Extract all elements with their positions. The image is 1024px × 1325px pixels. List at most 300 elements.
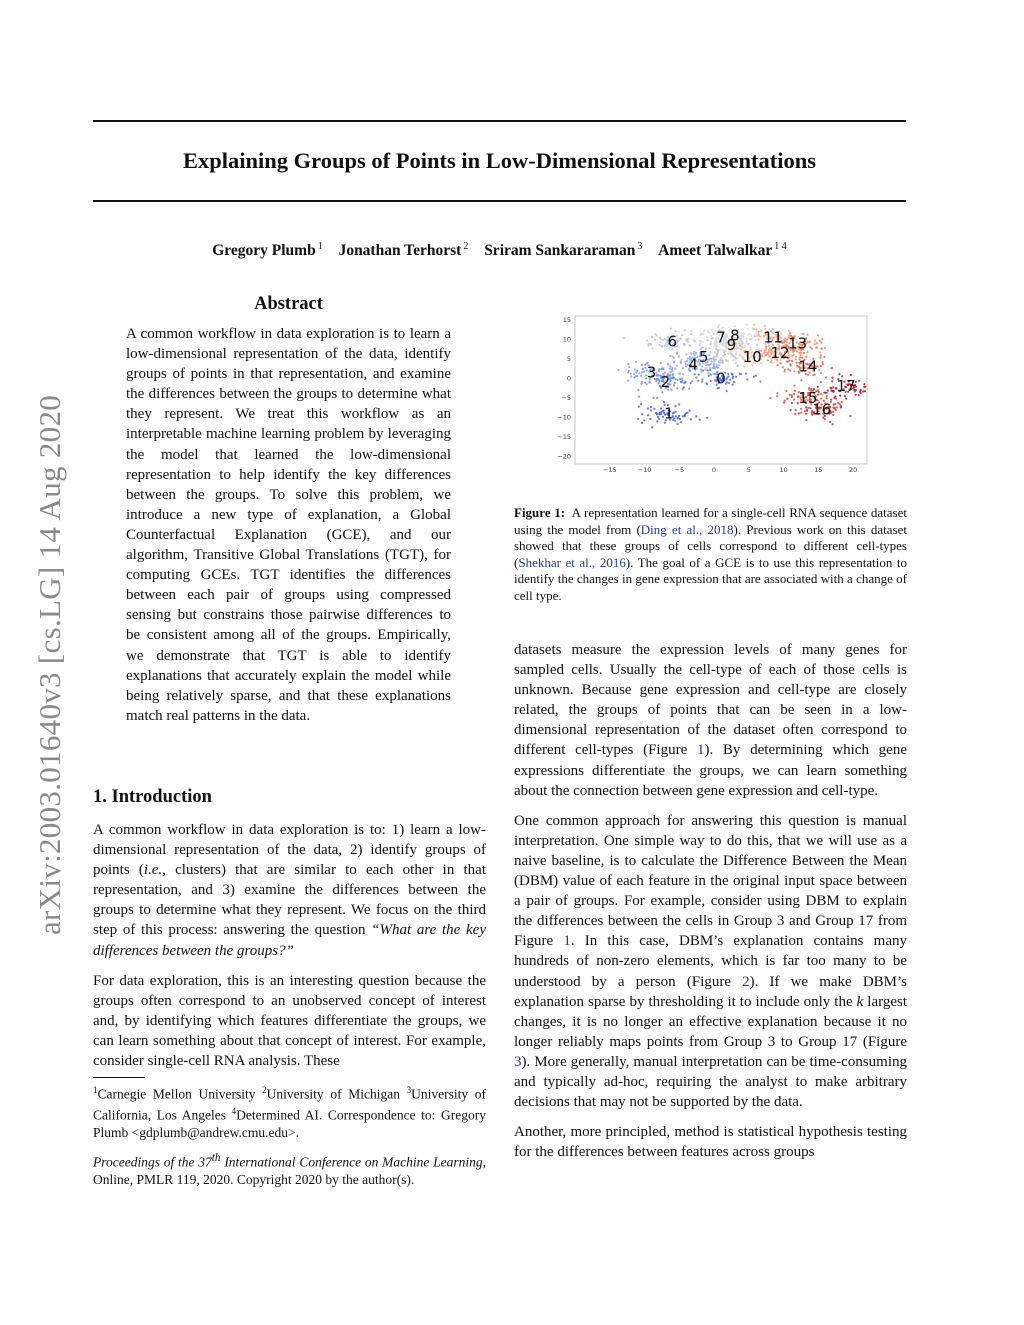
scatter-point — [789, 394, 791, 396]
cluster-label: 14 — [798, 357, 818, 376]
y-tick-label: 5 — [566, 355, 571, 364]
scatter-point — [726, 381, 728, 383]
scatter-point — [789, 369, 791, 371]
author: Ameet Talwalkar $^{1 4}$ — [658, 241, 787, 259]
scatter-point — [617, 369, 619, 371]
scatter-point — [641, 422, 643, 424]
scatter-point — [800, 412, 802, 414]
scatter-point — [755, 339, 757, 341]
scatter-point — [863, 383, 865, 385]
scatter-point — [714, 356, 716, 358]
scatter-point — [653, 408, 655, 410]
scatter-point — [758, 338, 760, 340]
scatter-point — [678, 415, 680, 417]
scatter-point — [681, 378, 683, 380]
scatter-point — [680, 359, 682, 361]
scatter-point — [772, 362, 774, 364]
scatter-point — [699, 344, 701, 346]
scatter-point — [646, 339, 648, 341]
scatter-point — [684, 329, 686, 331]
scatter-point — [623, 337, 625, 339]
scatter-point — [674, 420, 676, 422]
scatter-point — [793, 393, 795, 395]
scatter-point — [727, 373, 729, 375]
scatter-point — [718, 364, 720, 366]
scatter-point — [807, 407, 809, 409]
y-axis-ticks — [557, 316, 571, 460]
cluster-label: 4 — [688, 355, 698, 374]
x-tick-label: 5 — [746, 466, 751, 474]
scatter-point — [641, 364, 643, 366]
scatter-point — [658, 413, 660, 415]
scatter-point — [824, 347, 826, 349]
scatter-point — [831, 377, 833, 379]
scatter-point — [746, 328, 748, 330]
cluster-label: 17 — [836, 377, 856, 396]
scatter-point — [760, 330, 762, 332]
scatter-point — [823, 392, 825, 394]
x-tick-label: −15 — [602, 466, 617, 474]
cluster-label: 12 — [770, 344, 790, 362]
scatter-point — [636, 370, 638, 372]
scatter-point — [764, 325, 766, 327]
scatter-point — [695, 415, 697, 417]
scatter-point — [709, 367, 711, 369]
scatter-point — [671, 370, 673, 372]
cluster-label: 3 — [646, 363, 657, 382]
scatter-point — [831, 380, 833, 382]
scatter-point — [820, 354, 822, 356]
scatter-point — [832, 414, 834, 416]
scatter-point — [651, 426, 653, 428]
intro-paragraph: A common workflow in data exploration is to: 1) learn a low-dimensional representation of the data, 2) identify groups of points (i.e., clusters) that are similar to each other in that representation, and 3) examine the differences between the groups to determine what they represent. We focus on the third step of this process: answering the question “What are the key differences between the groups?” — [93, 822, 486, 959]
scatter-point — [795, 356, 797, 358]
scatter-point — [780, 362, 782, 364]
arxiv-stamp: arXiv:2003.01640v3 [cs.LG] 14 Aug 2020 — [32, 394, 67, 935]
y-tick-label: −5 — [561, 394, 571, 403]
scatter-point — [735, 376, 737, 378]
scatter-point — [643, 419, 645, 421]
scatter-point — [675, 378, 677, 380]
scatter-point — [660, 345, 662, 347]
scatter-point — [800, 408, 802, 410]
scatter-point — [691, 380, 693, 382]
x-tick-label: 15 — [814, 466, 823, 474]
scatter-point — [826, 397, 828, 399]
scatter-point — [707, 329, 709, 331]
scatter-point — [706, 336, 708, 338]
scatter-point — [676, 352, 678, 354]
scatter-point — [722, 362, 724, 364]
proceedings-note: Proceedings of the 37th International Conference on Machine Learning, Online, PMLR 119, 2020. Copyright 2020 by the author(s). — [93, 1152, 486, 1187]
scatter-point — [701, 341, 703, 343]
scatter-point — [732, 384, 734, 386]
figure-1-caption: Figure 1: A representation learned for a single-cell RNA sequence dataset using the model from (Ding et al., 2018). Previous work on this dataset showed that these groups of cells correspond to different cell-types (Shekhar et al., 2016). The goal of a GCE is to use this representation to identify the changes in gene expression that are associated with a change of cell type. — [514, 505, 907, 603]
cluster-label: 7 — [716, 328, 726, 347]
scatter-point — [695, 352, 697, 354]
scatter-point — [749, 333, 751, 335]
scatter-point — [682, 373, 684, 375]
scatter-point — [627, 380, 629, 382]
scatter-point — [749, 338, 751, 340]
scatter-point — [814, 343, 816, 345]
scatter-point — [820, 381, 822, 383]
scatter-point — [709, 369, 711, 371]
scatter-point — [839, 403, 841, 405]
scatter-point — [862, 390, 864, 392]
scatter-point — [714, 351, 716, 353]
scatter-point — [640, 375, 642, 377]
cluster-label: 8 — [730, 326, 740, 345]
scatter-point — [713, 333, 715, 335]
scatter-point — [784, 369, 786, 371]
scatter-point — [728, 382, 730, 384]
figure-ref-link[interactable]: 1 — [696, 742, 705, 759]
scatter-point — [713, 363, 715, 365]
scatter-point — [633, 376, 635, 378]
scatter-point — [671, 389, 673, 391]
scatter-point — [683, 386, 685, 388]
scatter-point — [791, 394, 793, 396]
body-paragraph: Another, more principled, method is statistical hypothesis testing for the differences between features across groups — [514, 1124, 907, 1161]
scatter-point — [753, 376, 755, 378]
scatter-point — [836, 406, 838, 408]
scatter-point — [674, 382, 676, 384]
scatter-point — [659, 337, 661, 339]
author: Sriram Sankararaman $^3$ — [484, 241, 643, 259]
scatter-point — [678, 356, 680, 358]
scatter-point — [858, 394, 860, 396]
scatter-point — [784, 400, 786, 402]
scatter-point — [663, 368, 665, 370]
scatter-point — [716, 366, 718, 368]
scatter-point — [676, 365, 678, 367]
scatter-point — [790, 409, 792, 411]
scatter-point — [746, 378, 748, 380]
scatter-point — [830, 387, 832, 389]
figure-ref-link[interactable]: 1 — [563, 933, 571, 950]
scatter-point — [722, 355, 724, 357]
scatter-point — [758, 331, 760, 333]
scatter-point — [667, 363, 669, 365]
scatter-point — [658, 368, 660, 370]
scatter-point — [672, 356, 674, 358]
citation-link[interactable]: Shekhar et al., 2016 — [518, 554, 626, 570]
scatter-point — [690, 418, 692, 420]
scatter-point — [656, 420, 658, 422]
scatter-point — [681, 381, 683, 383]
scatter-point — [815, 347, 817, 349]
scatter-point — [713, 365, 715, 367]
scatter-point — [654, 339, 656, 341]
author-list — [93, 236, 906, 262]
scatter-point — [791, 360, 793, 362]
figure-ref-link[interactable]: 3 — [514, 1053, 522, 1070]
scatter-point — [673, 361, 675, 363]
x-axis-ticks — [603, 466, 857, 474]
scatter-point — [820, 393, 822, 395]
scatter-point — [782, 366, 784, 368]
scatter-point — [793, 385, 795, 387]
scatter-point — [803, 352, 805, 354]
cluster-label: 5 — [698, 347, 709, 366]
scatter-point — [860, 392, 862, 394]
scatter-point — [705, 367, 707, 369]
scatter-point — [670, 328, 672, 330]
scatter-point — [817, 334, 819, 336]
scatter-point — [863, 386, 865, 388]
scatter-point — [709, 351, 711, 353]
scatter-point — [647, 414, 649, 416]
scatter-point — [745, 373, 747, 375]
top-rule — [93, 120, 906, 122]
scatter-point — [712, 337, 714, 339]
body-paragraph: datasets measure the expression levels of many genes for sampled cells. Usually the cell-type of each of those cells is unknown. Because gene expression and cell-type are closely related, the groups of points that can be seen in a low-dimensional representation of the dataset often correspond to different cell-types (Figure 1). By determining which gene expressions differentiate the groups, we can learn something about the connection between gene expression and cell-type. — [514, 642, 907, 799]
scatter-point — [677, 423, 679, 425]
paper-title: Explaining Groups of Points in Low-Dimensional Representations — [182, 148, 817, 173]
scatter-point — [710, 374, 712, 376]
scatter-point — [841, 401, 843, 403]
scatter-point — [791, 402, 793, 404]
scatter-point — [850, 374, 852, 376]
scatter-point — [657, 416, 659, 418]
scatter-point — [685, 412, 687, 414]
scatter-point — [785, 390, 787, 392]
scatter-point — [819, 340, 821, 342]
scatter-point — [732, 376, 734, 378]
scatter-point — [805, 413, 807, 415]
scatter-point — [695, 376, 697, 378]
scatter-point — [805, 419, 807, 421]
scatter-point — [707, 369, 709, 371]
x-tick-label: −10 — [637, 466, 652, 474]
scatter-point — [729, 379, 731, 381]
scatter-point — [678, 403, 680, 405]
y-tick-label: 15 — [562, 316, 571, 325]
cluster-label: 15 — [798, 388, 818, 407]
scatter-point — [710, 335, 712, 337]
cluster-label: 1 — [664, 404, 674, 423]
scatter-point — [682, 367, 684, 369]
scatter-point — [688, 388, 690, 390]
scatter-point — [795, 358, 797, 360]
scatter-point — [816, 342, 818, 344]
scatter-point — [769, 397, 771, 399]
scatter-point — [821, 348, 823, 350]
scatter-point — [712, 367, 714, 369]
scatter-point — [675, 415, 677, 417]
scatter-point — [718, 324, 720, 326]
scatter-point — [680, 337, 682, 339]
scatter-point — [811, 348, 813, 350]
scatter-point — [701, 381, 703, 383]
scatter-point — [671, 367, 673, 369]
scatter-point — [826, 395, 828, 397]
scatter-point — [809, 346, 811, 348]
scatter-point — [706, 417, 708, 419]
scatter-point — [640, 383, 642, 385]
scatter-point — [662, 339, 664, 341]
scatter-point — [637, 389, 639, 391]
scatter-point — [663, 401, 665, 403]
scatter-point — [700, 371, 702, 373]
x-tick-label: −5 — [674, 466, 685, 474]
scatter-point — [649, 418, 651, 420]
scatter-point — [677, 417, 679, 419]
scatter-point — [767, 359, 769, 361]
scatter-point — [686, 353, 688, 355]
scatter-point — [642, 368, 644, 370]
scatter-point — [635, 361, 637, 363]
scatter-point — [740, 348, 742, 350]
scatter-point — [833, 404, 835, 406]
scatter-point — [680, 421, 682, 423]
scatter-point — [653, 397, 655, 399]
scatter-point — [707, 339, 709, 341]
y-tick-label: 0 — [566, 374, 571, 383]
scatter-point — [726, 390, 728, 392]
scatter-point — [829, 421, 831, 423]
title-bottom-rule — [93, 200, 906, 202]
x-tick-label: 0 — [711, 466, 717, 474]
scatter-point — [793, 399, 795, 401]
scatter-point — [755, 328, 757, 330]
scatter-point — [659, 341, 661, 343]
y-tick-label: −10 — [557, 413, 571, 422]
scatter-point — [756, 344, 758, 346]
scatter-point — [817, 386, 819, 388]
scatter-point — [719, 349, 721, 351]
scatter-point — [660, 407, 662, 409]
scatter-point — [832, 411, 834, 413]
scatter-point — [753, 324, 755, 326]
scatter-point — [743, 333, 745, 335]
scatter-point — [720, 357, 722, 359]
scatter-point — [640, 403, 642, 405]
scatter-point — [753, 328, 755, 330]
scatter-point — [744, 345, 746, 347]
abstract-heading: Abstract — [254, 294, 323, 314]
body-paragraph: One common approach for answering this question is manual interpretation. One simple way to do this, that we will use as a naive baseline, is to calculate the Difference Between the Mean (DBM) value of each feature in the original input space between a pair of groups. For example, consider using DBM to explain the differences between the cells in Group 3 and Group 17 from Figure 1. In this case, DBM’s explanation contains many hundreds of non-zero elements, which is far too many to be understood by a person (Figure 2). If we make DBM’s explanation sparse by thresholding it to include only the k largest changes, it is no longer an effective explanation because it no longer reliably maps points from Group 3 to Group 17 (Figure 3). More generally, manual interpretation can be time-consuming and typically ad-hoc, requiring the analyst to make arbitrary decisions that may not be supported by the data. — [514, 812, 908, 1111]
scatter-point — [798, 412, 800, 414]
scatter-point — [681, 334, 683, 336]
scatter-point — [787, 368, 789, 370]
figure-ref-link[interactable]: 2 — [742, 973, 750, 990]
scatter-point — [651, 336, 653, 338]
scatter-point — [700, 368, 702, 370]
scatter-point — [677, 379, 679, 381]
scatter-point — [784, 337, 786, 339]
scatter-point — [646, 383, 648, 385]
cluster-label: 11 — [763, 328, 783, 347]
scatter-point — [637, 418, 639, 420]
scatter-point — [712, 373, 714, 375]
scatter-point — [707, 372, 709, 374]
scatter-point — [717, 352, 719, 354]
cluster-label: 13 — [787, 334, 808, 353]
scatter-point — [634, 369, 636, 371]
scatter-point — [690, 382, 692, 384]
cluster-label: 9 — [726, 336, 737, 355]
scatter-point — [644, 382, 646, 384]
scatter-point — [718, 361, 720, 363]
scatter-point — [765, 354, 767, 356]
scatter-point — [676, 387, 678, 389]
scatter-point — [834, 395, 836, 397]
affiliation-footnote: $^1$Carnegie Mellon University $^2$University of Michigan $^3$University of California, Los Angeles $^4$Determined AI. Correspondence to: Gregory Plumb <gdplumb@andrew.cmu.edu>. — [93, 1085, 486, 1140]
scatter-point — [832, 391, 834, 393]
scatter-point — [685, 365, 687, 367]
scatter-point — [669, 355, 671, 357]
y-tick-label: 10 — [562, 335, 571, 344]
scatter-point — [838, 373, 840, 375]
scatter-point — [694, 340, 696, 342]
scatter-point — [800, 379, 802, 381]
scatter-point — [736, 358, 738, 360]
figure-1-scatter-plot — [540, 312, 870, 480]
y-tick-label: −20 — [557, 452, 571, 461]
scatter-point — [735, 362, 737, 364]
scatter-point — [684, 381, 686, 383]
scatter-point — [733, 356, 735, 358]
scatter-point — [820, 398, 822, 400]
scatter-point — [699, 340, 701, 342]
scatter-point — [746, 323, 748, 325]
scatter-point — [821, 361, 823, 363]
scatter-point — [683, 343, 685, 345]
scatter-point — [776, 395, 778, 397]
y-tick-label: −15 — [557, 433, 571, 441]
scatter-point — [690, 330, 692, 332]
scatter-point — [793, 370, 795, 372]
scatter-point — [732, 359, 734, 361]
scatter-point — [711, 328, 713, 330]
introduction-body — [93, 820, 486, 1081]
scatter-point — [690, 352, 692, 354]
scatter-point — [740, 345, 742, 347]
scatter-point — [794, 413, 796, 415]
scatter-point — [669, 365, 671, 367]
scatter-point — [706, 345, 708, 347]
scatter-point — [740, 355, 742, 357]
scatter-point — [633, 373, 635, 375]
scatter-point — [674, 405, 676, 407]
scatter-point — [747, 334, 749, 336]
scatter-point — [741, 343, 743, 345]
citation-link[interactable]: Ding et al., 2018 — [640, 521, 734, 537]
scatter-point — [708, 375, 710, 377]
scatter-point — [835, 409, 837, 411]
scatter-point — [788, 330, 790, 332]
scatter-point — [790, 364, 792, 366]
scatter-point — [655, 412, 657, 414]
scatter-point — [831, 367, 833, 369]
scatter-point — [690, 333, 692, 335]
scatter-point — [786, 398, 788, 400]
scatter-point — [713, 345, 715, 347]
scatter-point — [705, 382, 707, 384]
scatter-point — [647, 407, 649, 409]
scatter-point — [740, 332, 742, 334]
scatter-point — [648, 343, 650, 345]
scatter-point — [651, 347, 653, 349]
scatter-point — [641, 413, 643, 415]
cluster-label: 2 — [660, 373, 671, 392]
scatter-point — [820, 372, 822, 374]
scatter-point — [844, 395, 846, 397]
scatter-point — [664, 345, 666, 347]
scatter-point — [850, 415, 852, 417]
